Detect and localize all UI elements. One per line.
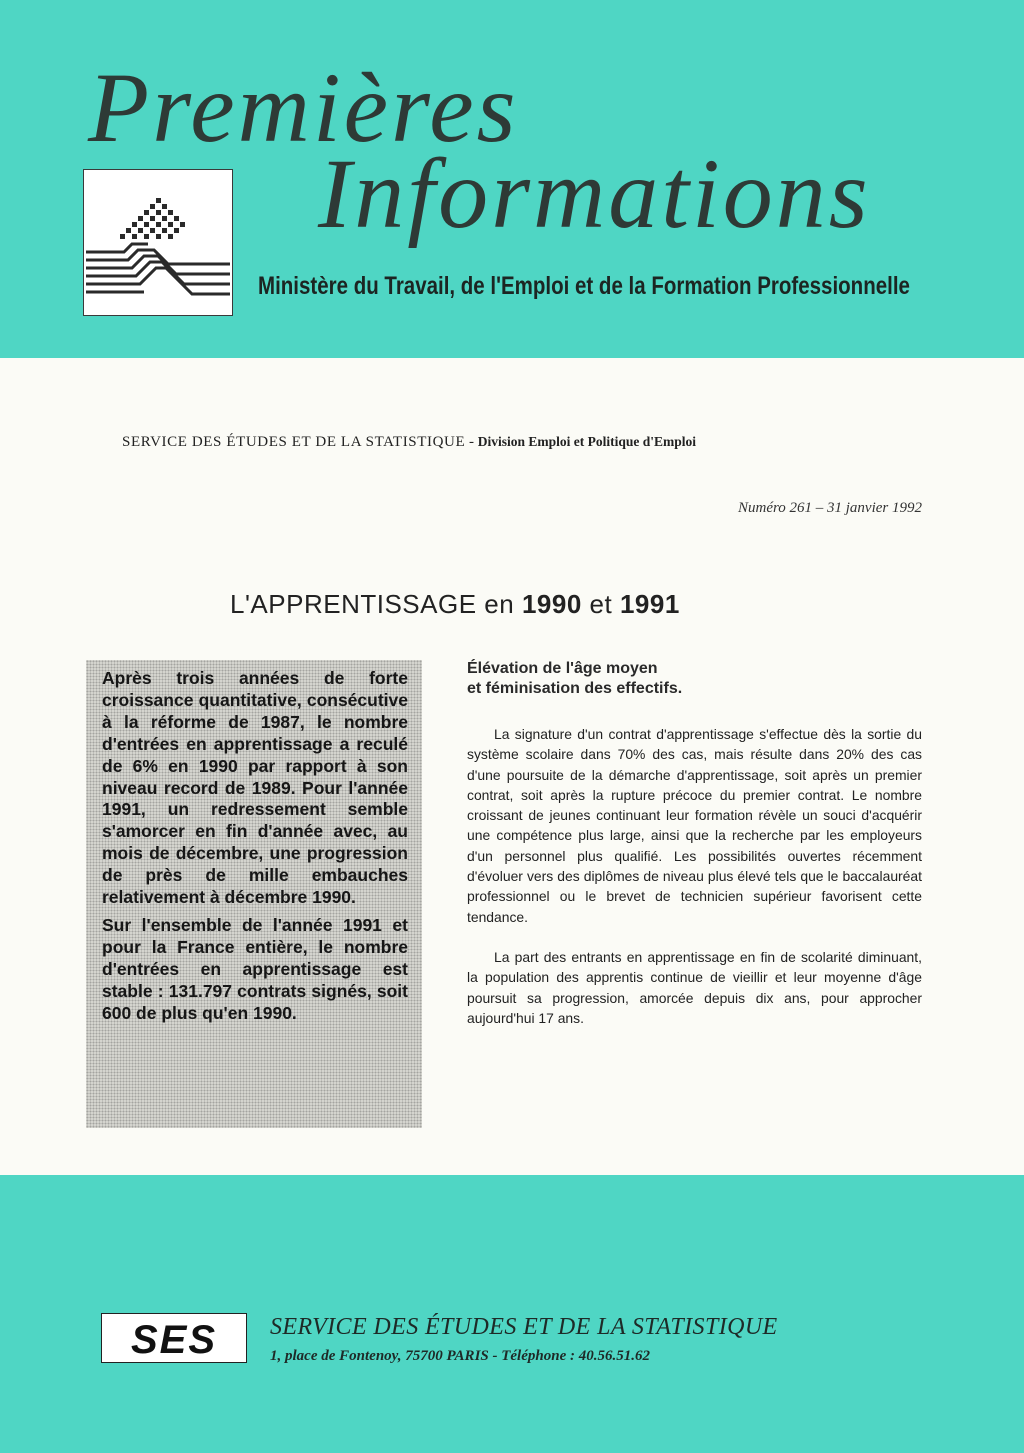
body-paragraph-2: La part des entrants en apprentissage en fin de scolarité diminuant, la population des apprentis continue de vieillir et leur moyenne d'âge poursuit sa progression, amorcée depuis dix ans, pour approcher aujourd'hui 17 ans.: [467, 948, 922, 1026]
article-title-en: en: [484, 589, 515, 619]
article-title-et: et: [589, 589, 613, 619]
section-heading-line1: Élévation de l'âge moyen: [467, 660, 658, 677]
ses-logo-text: SES: [130, 1318, 218, 1362]
service-header: [122, 434, 902, 451]
summary-paragraph-2: Sur l'ensemble de l'année 1991 et pour la France entière, le nombre d'entrées en apprentissage est stable : 131.797 contrats signés, soit 600 de plus qu'en 1990.: [102, 914, 408, 1023]
service-name: SERVICE DES ÉTUDES ET DE LA STATISTIQUE: [122, 434, 466, 450]
masthead-title-line2: Informations: [318, 138, 871, 249]
article-body: [467, 659, 922, 1028]
masthead-title-line1: Premières: [88, 52, 519, 163]
article-title-year2: 1991: [619, 589, 680, 619]
article-title-year1: 1990: [521, 589, 582, 619]
section-heading: [467, 659, 922, 699]
ministry-name: Ministère du Travail, de l'Emploi et de la Formation Professionnelle: [258, 272, 910, 300]
issue-number-date: Numéro 261 – 31 janvier 1992: [737, 500, 922, 516]
division-name: Division Emploi et Politique d'Emploi: [477, 434, 696, 449]
summary-paragraph-1: Après trois années de forte croissance quantitative, consécutive à la réforme de 1987, le nombre d'entrées en apprentissage a reculé de 6% en 1990 par rapport à son niveau record de 1989. Pour l'année 1991, un redressement semble s'amorcer en fin d'année avec, au mois de décembre, une progression de près de mille embauches relativement à décembre 1990.: [102, 668, 408, 908]
ministry-emblem-icon: [83, 169, 233, 316]
summary-box: [86, 660, 422, 1128]
footer-service-name: SERVICE DES ÉTUDES ET DE LA STATISTIQUE: [270, 1314, 778, 1340]
section-heading-line2: et féminisation des effectifs.: [467, 680, 683, 697]
ses-logo: [101, 1313, 247, 1363]
article-title: [230, 589, 790, 620]
footer-address: 1, place de Fontenoy, 75700 PARIS - Téléphone : 40.56.51.62: [270, 1348, 650, 1364]
header-separator: -: [465, 434, 478, 450]
body-paragraph-1: La signature d'un contrat d'apprentissage s'effectue dès la sortie du système scolaire dans 70% des cas, mais résulte dans 20% des cas d'une poursuite de la démarche d'apprentissage, soit après un premier contrat, soit après la rupture précoce du premier contrat. Le nombre croissant de jeunes continuant leur formation révèle un souci d'acquérir une compétence plus large, ainsi que la recherche par les employeurs d'un personnel plus qualifié. Les possibilités ouvertes récemment d'évoluer vers des diplômes de niveau plus élevé tels que le baccalauréat professionnel ou le brevet de technicien supérieur favorisent cette tendance.: [467, 726, 922, 925]
article-title-main: L'APPRENTISSAGE: [230, 589, 477, 619]
